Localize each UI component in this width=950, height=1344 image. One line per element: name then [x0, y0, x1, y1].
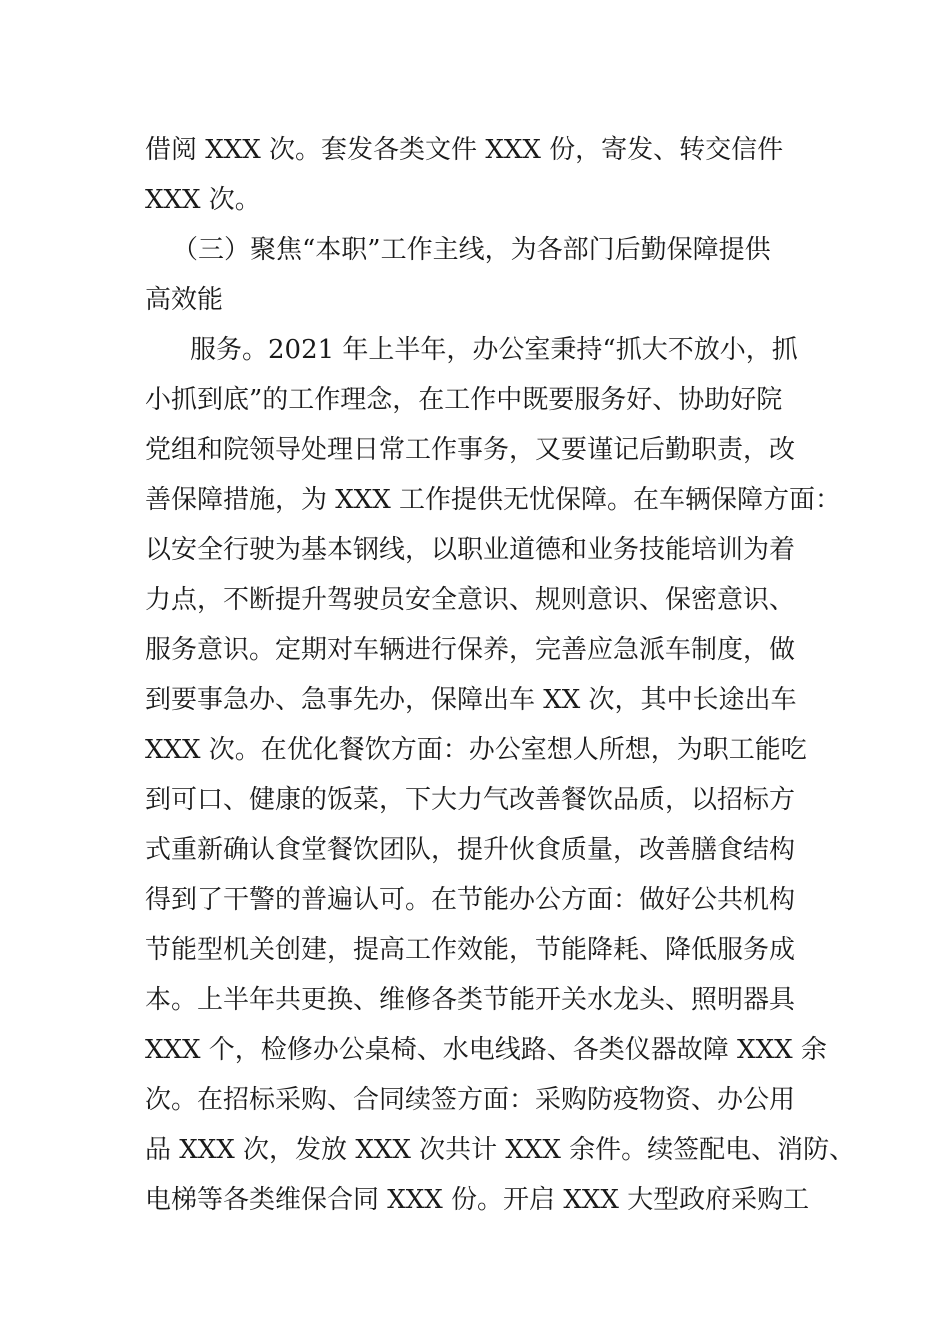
- paragraph-start: [0, 330, 950, 370]
- text-line: [0, 380, 950, 420]
- line-text: 高效能: [145, 285, 224, 315]
- text-line: [0, 980, 950, 1020]
- text-line: [0, 780, 950, 820]
- line-text: （三）聚焦“本职”工作主线，为各部门后勤保障提供: [172, 235, 771, 265]
- text-line: [0, 880, 950, 920]
- line-text: 得到了干警的普遍认可。在节能办公方面：做好公共机构: [145, 885, 796, 915]
- line-text: 到可口、健康的饭菜，下大力气改善餐饮品质，以招标方: [145, 785, 796, 815]
- line-text: 节能型机关创建，提高工作效能，节能降耗、降低服务成: [145, 935, 796, 965]
- line-text: 服务意识。定期对车辆进行保养，完善应急派车制度，做: [145, 635, 796, 665]
- text-line: [0, 630, 950, 670]
- text-line: [0, 130, 950, 170]
- text-line: [0, 930, 950, 970]
- line-text: 借阅 XXX 次。套发各类文件 XXX 份，寄发、转交信件: [145, 135, 784, 165]
- line-text: 次。在招标采购、合同续签方面：采购防疫物资、办公用: [145, 1085, 796, 1115]
- text-line: [0, 730, 950, 770]
- text-line: [0, 1080, 950, 1120]
- line-text: 式重新确认食堂餐饮团队，提升伙食质量，改善膳食结构: [145, 835, 796, 865]
- line-text: 电梯等各类维保合同 XXX 份。开启 XXX 大型政府采购工: [145, 1185, 810, 1215]
- line-text: 善保障措施，为 XXX 工作提供无忧保障。在车辆保障方面：: [145, 485, 842, 515]
- line-text: 本。上半年共更换、维修各类节能开关水龙头、照明器具: [145, 985, 796, 1015]
- text-line: [0, 180, 950, 220]
- line-text: 品 XXX 次，发放 XXX 次共计 XXX 余件。续签配电、消防、: [145, 1135, 856, 1165]
- text-line: [0, 480, 950, 520]
- text-line: [0, 530, 950, 570]
- text-line: [0, 1130, 950, 1170]
- line-text: 以安全行驶为基本钢线，以职业道德和业务技能培训为着: [145, 535, 796, 565]
- text-line: [0, 680, 950, 720]
- line-text: XXX 个，检修办公桌椅、水电线路、各类仪器故障 XXX 余: [145, 1035, 827, 1065]
- text-line: [0, 1180, 950, 1220]
- text-line: [0, 580, 950, 620]
- line-text: 到要事急办、急事先办，保障出车 XX 次，其中长途出车: [145, 685, 797, 715]
- section-heading: [0, 230, 950, 270]
- line-text: 党组和院领导处理日常工作事务，又要谨记后勤职责，改: [145, 435, 796, 465]
- line-text: XXX 次。在优化餐饮方面：办公室想人所想，为职工能吃: [145, 735, 807, 765]
- line-text: XXX 次。: [145, 185, 261, 215]
- text-line: [0, 830, 950, 870]
- line-text: 服务。2021 年上半年，办公室秉持“抓大不放小，抓: [190, 335, 798, 365]
- section-heading: [0, 280, 950, 320]
- line-text: 小抓到底”的工作理念，在工作中既要服务好、协助好院: [145, 385, 783, 415]
- text-line: [0, 430, 950, 470]
- text-line: [0, 1030, 950, 1070]
- line-text: 力点，不断提升驾驶员安全意识、规则意识、保密意识、: [145, 585, 796, 615]
